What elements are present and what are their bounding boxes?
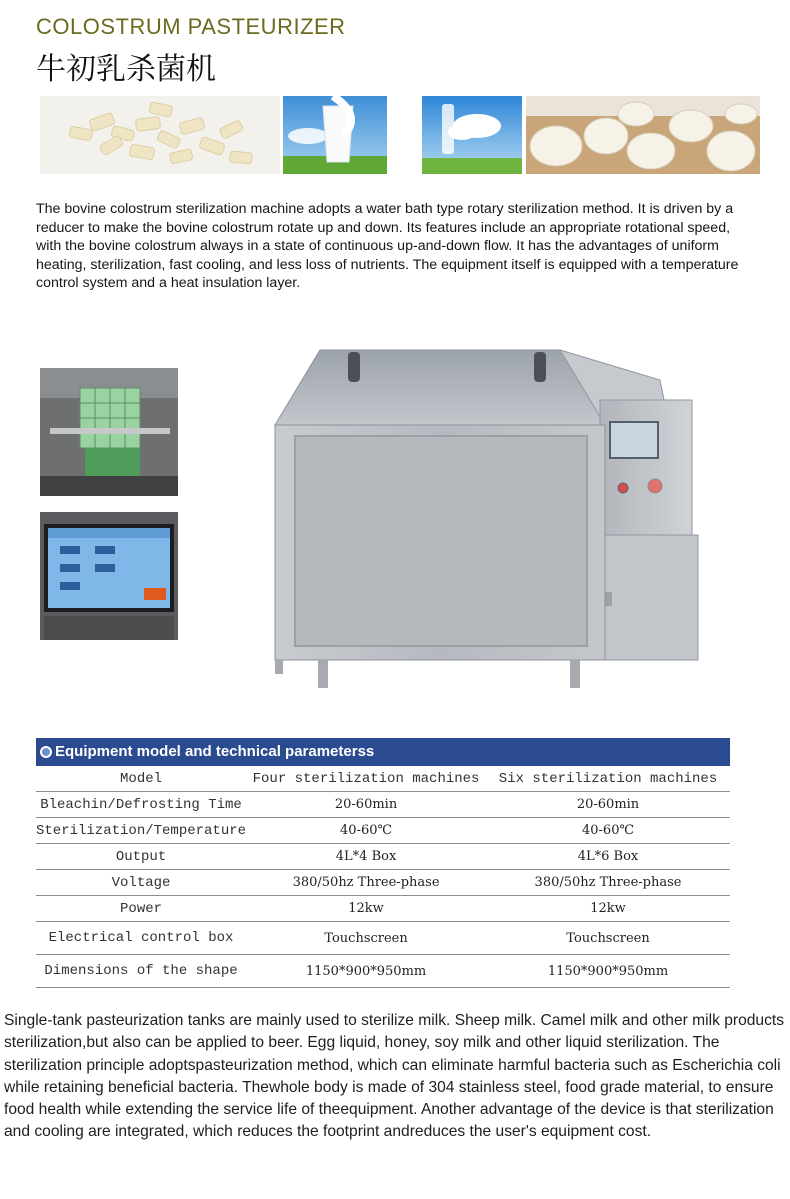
table-cell: Touchscreen [246,922,486,955]
table-header-cell: Four sterilization machines [246,766,486,792]
colostrum-tablets-photo [526,96,760,174]
table-cell: 380/50hz Three-phase [486,870,730,896]
spec-table-title: Equipment model and technical parameterss [55,743,375,760]
table-row [36,955,730,988]
table-cell: 40-60℃ [246,818,486,844]
row-label: Dimensions of the shape [36,955,246,988]
row-label: Power [36,896,246,922]
row-label: Bleachin/Defrosting Time [36,792,246,818]
table-row [36,896,730,922]
table-row [36,818,730,844]
intro-paragraph: The bovine colostrum sterilization machine adopts a water bath type rotary sterilization method. It is driven by a reducer to make the bovine colostrum rotate up and down. Its features include an appropriate rotational speed, with the bovine colostrum always in a state of continuous up-and-down flow. It has the advantages of uniform heating, sterilization, fast cooling, and less loss of nutrients. The equipment itself is equipped with a temperature control system and a heat insulation layer. [36,201,739,291]
row-label: Electrical control box [36,922,246,955]
interior-baskets-photo [40,368,178,496]
spec-table [36,766,730,988]
pasteurizer-machine-photo [270,340,700,690]
table-cell: 12kw [486,896,730,922]
title-chinese: 牛初乳杀菌机 [36,52,216,87]
title-english: COLOSTRUM PASTEURIZER [36,14,346,39]
table-row [36,922,730,955]
table-cell: 1150*900*950mm [486,955,730,988]
table-row [36,792,730,818]
description-paragraph: Single-tank pasteurization tanks are mainly used to sterilize milk. Sheep milk. Camel milk and other milk products sterilization,but also can be applied to beer. Egg liquid, honey, soy milk and other liquid sterilization. The sterilization principle adoptspasteurization method, which can eliminate harmful bacteria such as Escherichia coli while retaining beneficial bacteria. Thewhole body is made of 304 stainless steel, food grade material, to ensure food health while extending the service life of theequipment. Another advantage of the device is that sterilization and cooling are integrated, which reduces the footprint andreduces the user's equipment cost. [4,1012,785,1141]
table-cell: Touchscreen [486,922,730,955]
table-row [36,844,730,870]
table-cell: 1150*900*950mm [246,955,486,988]
row-label: Sterilization/Temperature [36,818,246,844]
table-cell: 40-60℃ [486,818,730,844]
table-row [36,870,730,896]
milk-glass-photo [283,96,387,174]
row-label: Voltage [36,870,246,896]
row-label: Output [36,844,246,870]
control-panel-photo [40,512,178,640]
table-cell: 12kw [246,896,486,922]
table-cell: 20-60min [486,792,730,818]
table-cell: 20-60min [246,792,486,818]
table-cell: 4L*4 Box [246,844,486,870]
table-cell: 380/50hz Three-phase [246,870,486,896]
bullet-circle-icon [40,746,52,758]
spec-table-header [36,738,730,766]
table-header-cell: Six sterilization machines [486,766,730,792]
table-cell: 4L*6 Box [486,844,730,870]
colostrum-pieces-photo [40,96,280,174]
table-header-cell: Model [36,766,246,792]
table-row [36,766,730,792]
milk-bottle-sky-photo [422,96,522,174]
